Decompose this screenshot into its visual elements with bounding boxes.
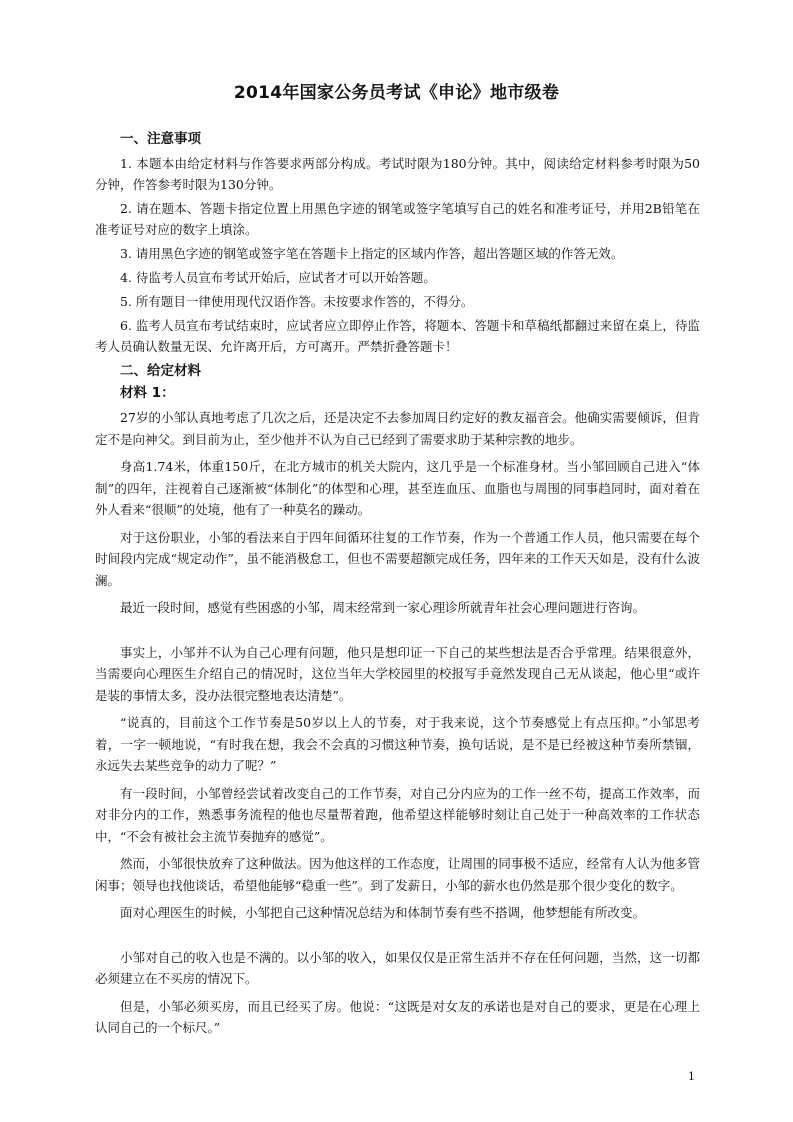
material-text: [95, 407, 700, 1039]
material-paragraph: 身高1.74米，体重150斤，在北方城市的机关大院内，这几乎是一个标准身材。当小邹回顾自己进入“体制”的四年，注视着自己逐渐被“体制化”的体型和心理，甚至连血压、血脂也与周围的同事趋同时，面对着在外人看来“很顺”的处境，他有了一种莫名的躁动。: [95, 459, 700, 517]
material-paragraph: 面对心理医生的时候，小邹把自己这种情况总结为和体制节奏有些不搭调，他梦想能有所改变。: [120, 905, 646, 920]
notice-item: 5. 所有题目一律使用现代汉语作答。未按要求作答的，不得分。: [120, 294, 474, 309]
section-heading-materials: 二、给定材料: [120, 363, 201, 379]
material-paragraph: “说真的，目前这个工作节奏是50岁以上人的节奏，对于我来说，这个节奏感觉上有点压抑。”小邹思考着，一字一顿地说，“有时我在想，我会不会真的习惯这种节奏，换句话说，是不是已经被这种节奏所禁锢，永远失去某些竞争的动力了呢？”: [95, 715, 700, 773]
material-paragraph: 但是，小邹必须买房，而且已经买了房。他说：“这既是对女友的承诺也是对自己的要求，更是在心理上认同自己的一个标尺。”: [95, 998, 700, 1035]
page-title: 2014年国家公务员考试《申论》地市级卷: [233, 83, 560, 103]
material-paragraph: 最近一段时间，感觉有些困惑的小邹，周末经常到一家心理诊所就青年社会心理问题进行咨询。: [120, 600, 646, 615]
notice-item: 1. 本题本由给定材料与作答要求两部分构成。考试时限为180分钟。其中，阅读给定材料参考时限为50分钟，作答参考时限为130分钟。: [95, 156, 700, 192]
paragraph-gap: [95, 625, 700, 639]
page-number: 1: [688, 1070, 695, 1083]
notice-item: 2. 请在题本、答题卡指定位置上用黑色字迹的钢笔或签字笔填写自己的姓名和准考证号，并用2B铅笔在准考证号对应的数字上填涂。: [95, 201, 700, 237]
notice-list: [95, 153, 700, 357]
material-paragraph: 然而，小邹很快放弃了这种做法。因为他这样的工作态度，让周围的同事极不适应，经常有人认为他多管闲事；领导也找他谈话，希望他能够“稳重一些”。到了发薪日，小邹的薪水也仍然是那个很少变化的数字。: [95, 856, 700, 893]
document-body: [95, 128, 700, 1045]
notice-item: 4. 待监考人员宣布考试开始后，应试者才可以开始答题。: [120, 270, 436, 285]
paragraph-gap: [95, 930, 700, 944]
material-paragraph: 事实上，小邹并不认为自己心理有问题，他只是想印证一下自己的某些想法是否合乎常理。结果很意外，当需要向心理医生介绍自己的情况时，这位当年大学校园里的校报写手竟然发现自己无从谈起，他心里“或许是装的事情太多，没办法很完整地表达清楚”。: [95, 644, 700, 703]
section-heading-notices: 一、注意事项: [120, 131, 201, 147]
notice-item: 3. 请用黑色字迹的钢笔或签字笔在答题卡上指定的区域内作答，超出答题区域的作答无效。: [120, 246, 624, 261]
material-paragraph: 小邹对自己的收入也是不满的。以小邹的收入，如果仅仅是正常生活并不存在任何问题，当然，这一切都必须建立在不买房的情况下。: [95, 949, 700, 986]
material-paragraph: 有一段时间，小邹曾经尝试着改变自己的工作节奏，对自己分内应为的工作一丝不苟，提高工作效率，而对非分内的工作，熟悉事务流程的他也尽量帮着跑，他希望这样能够时刻让自己处于一种高效率的工作状态中，“不会有被社会主流节奏抛弃的感觉”。: [95, 785, 700, 844]
material-heading: 材料 1：: [120, 385, 175, 401]
material-paragraph: 对于这份职业，小邹的看法来自于四年间循环往复的工作节奏，作为一个普通工作人员，他只需要在每个时间段内完成“规定动作”，虽不能消极怠工，但也不需要超额完成任务，四年来的工作天天如是，没有什么波澜。: [95, 529, 700, 588]
notice-item: 6. 监考人员宣布考试结束时，应试者应立即停止作答，将题本、答题卡和草稿纸都翻过来留在桌上，待监考人员确认数量无误、允许离开后，方可离开。严禁折叠答题卡！: [95, 318, 700, 354]
material-paragraph: 27岁的小邹认真地考虑了几次之后，还是决定不去参加周日约定好的教友福音会。他确实需要倾诉，但肯定不是向神父。到目前为止，至少他并不认为自己已经到了需要求助于某种宗教的地步。: [95, 410, 700, 447]
